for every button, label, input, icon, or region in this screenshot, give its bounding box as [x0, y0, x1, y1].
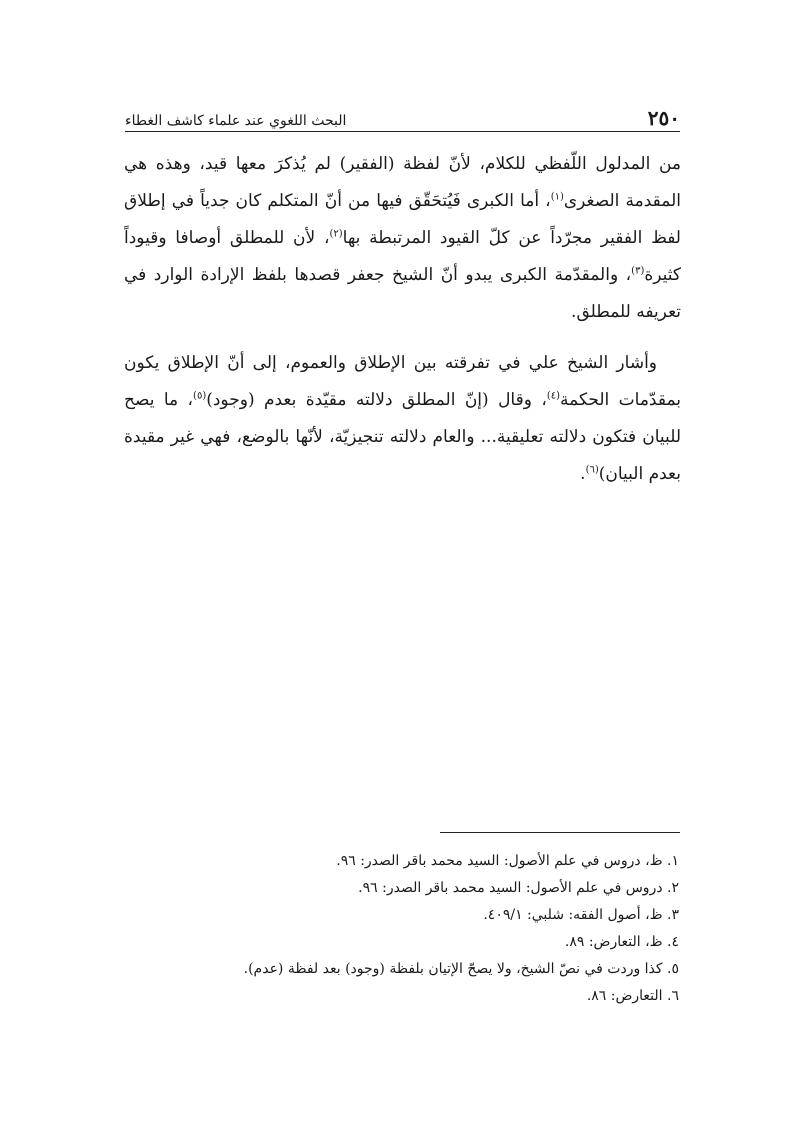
footnote-ref-3: (٣): [631, 265, 645, 277]
paragraph-text: ، لأن للمطلق أوصافا وقيوداً كثيرة: [124, 228, 681, 285]
footnote-1: ١. ظ، دروس في علم الأصول: السيد محمد باقر الصدر: ٩٦.: [336, 853, 679, 869]
footnote-ref-2: (٢): [329, 228, 343, 240]
paragraph-1: [124, 146, 681, 331]
footnote-ref-4: (٤): [546, 390, 561, 402]
page-header: [125, 92, 680, 128]
running-title: البحث اللغوي عند علماء كاشف الغطاء: [125, 113, 347, 129]
footnote-ref-1: (١): [550, 191, 564, 203]
footnote-divider: [440, 832, 680, 833]
paragraph-text: من المدلول اللّفظي للكلام، لأنّ لفظة (الفقير) لم يُذكرَ معها قيد، وهذه هي المقدمة الصغرى: [124, 154, 681, 211]
footnote-6: ٦. التعارض: ٨٦.: [586, 988, 679, 1004]
paragraph-text: ، ما يصح للبيان فتكون دلالته تعليقية... والعام دلالته تنجيزيّة، لأنّها بالوضع، فهي غير مقيدة بعدم البيان): [124, 390, 681, 484]
footnote-ref-6: (٦): [585, 464, 599, 476]
header-divider: [125, 131, 680, 132]
paragraph-2: [124, 345, 681, 493]
footnote-5: ٥. كذا وردت في نصّ الشيخ، ولا يصحّ الإتيان بلفظة (وجود) بعد لفظة (عدم).: [243, 961, 679, 977]
footnote-2: ٢. دروس في علم الأصول: السيد محمد باقر الصدر: ٩٦.: [358, 880, 679, 896]
paragraph-text: .: [580, 464, 586, 484]
footnote-4: ٤. ظ، التعارض: ٨٩.: [564, 934, 679, 950]
footnote-ref-5: (٥): [193, 390, 207, 402]
paragraph-text: ، أما الكبرى فَيُتحَقّق فيها من أنّ المتكلم كان جدياً في إطلاق لفظ الفقير مجرّداً عن كلّ القيود المرتبطة بها: [124, 191, 681, 248]
paragraph-text: ، وقال (إنّ المطلق دلالته مقيّدة بعدم (وجود): [206, 390, 547, 410]
paragraph-text: ، والمقدّمة الكبرى يبدو أنّ الشيخ جعفر قصدها بلفظ الإرادة الوارد في تعريفه للمطلق.: [124, 265, 681, 322]
page-number: ٢٥٠: [647, 106, 680, 130]
paragraph-text: وأشار الشيخ علي في تفرقته بين الإطلاق والعموم، إلى أنّ الإطلاق يكون بمقدّمات الحكمة: [124, 353, 682, 410]
body-text: [124, 146, 681, 493]
footnotes: [124, 848, 679, 1010]
footnote-3: ٣. ظ، أصول الفقه: شلبي: ٤٠٩/١.: [483, 907, 679, 923]
